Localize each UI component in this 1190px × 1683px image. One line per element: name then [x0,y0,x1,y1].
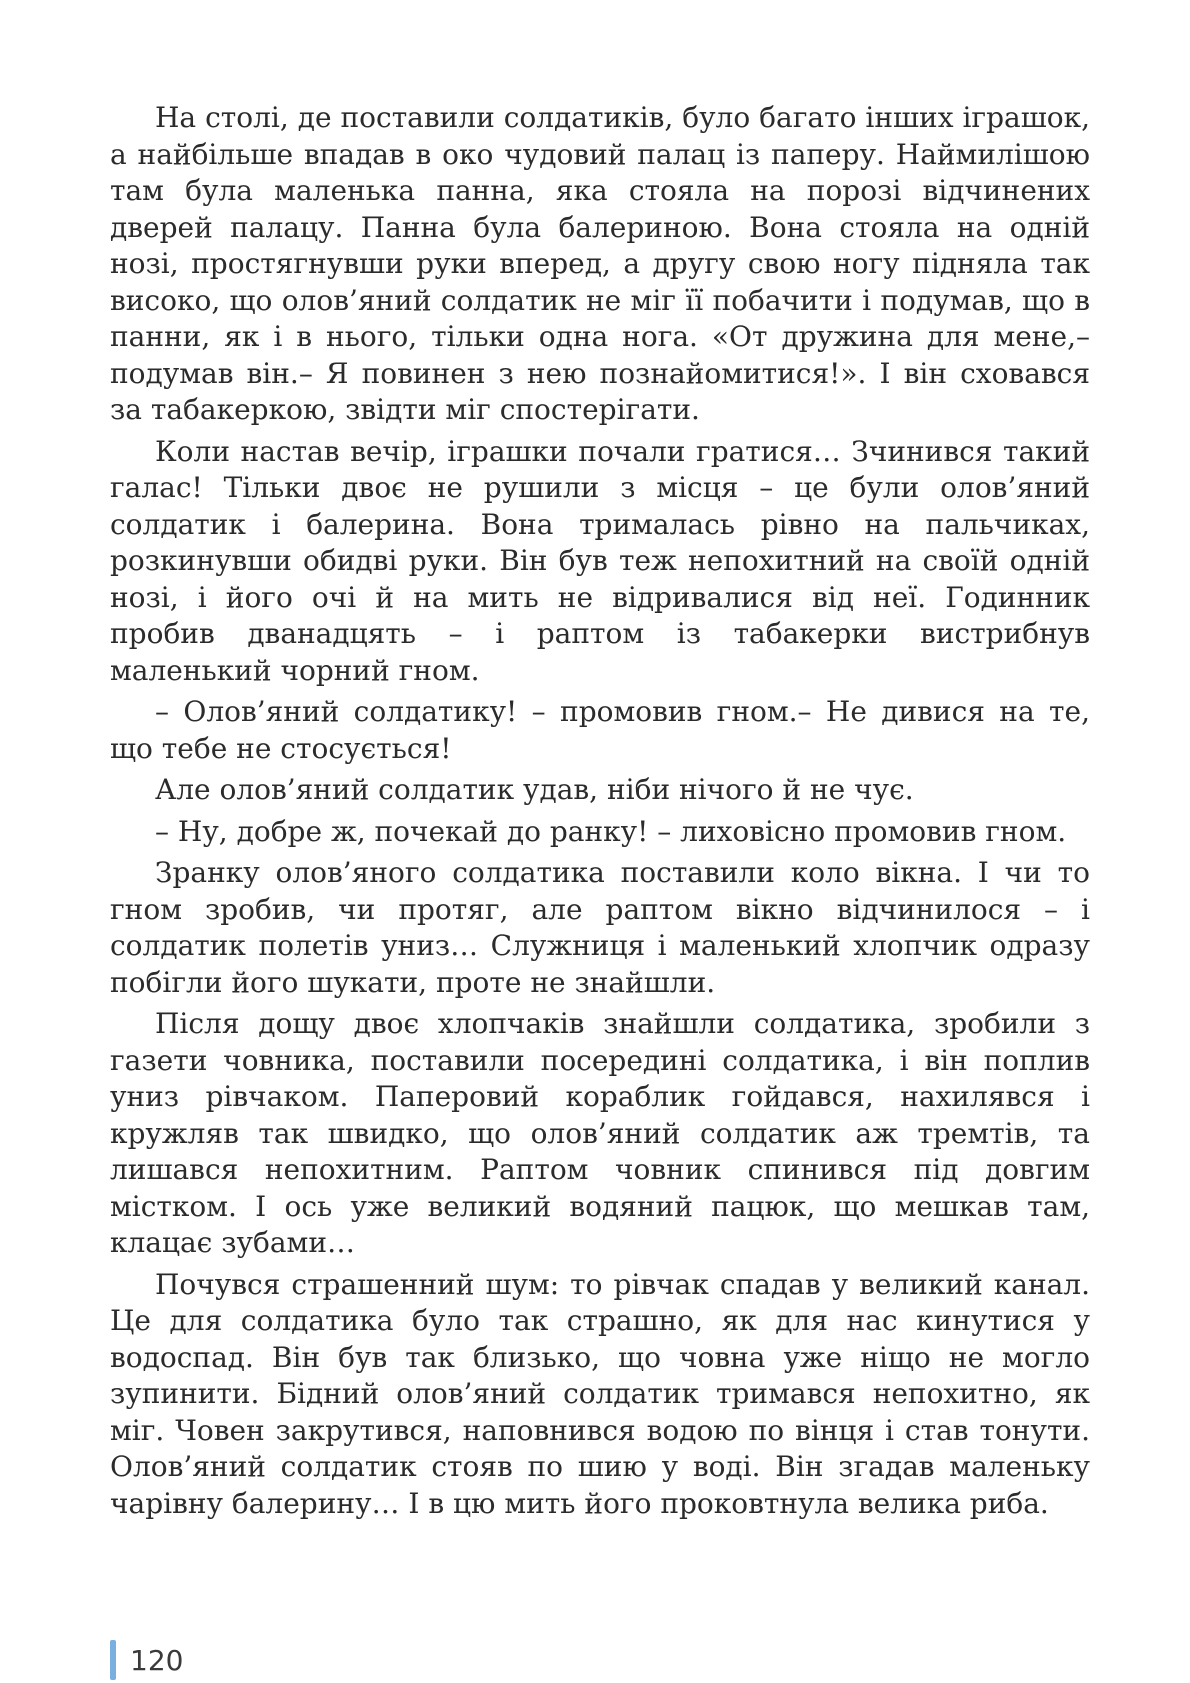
paragraph-7: Після дощу двоє хлопчаків знайшли солдатика, зробили з газети човника, поставили посередині солдатика, і він поплив униз рівчаком. Паперовий кораблик гойдався, нахилявся і кружляв так швидко, що олов’яний солдатик аж тремтів, та лишався непохитним. Раптом човник спинився під довгим містком. І ось уже великий водяний пацюк, що мешкав там, клацає зубами… [110,1007,1090,1259]
page-body [110,100,1090,1527]
paragraph-2: Коли настав вечір, іграшки почали гратися… Зчинився такий галас! Тільки двоє не рушили з місця – це були олов’яний солдатик і балерина. Вона трималась рівно на пальчиках, розкинувши обидві руки. Він був теж непохитний на своїй одній нозі, і його очі й на мить не відривалися від неї. Годинник пробив дванадцять – і раптом із табакерки вистрибнув маленький чорний гном. [110,434,1090,687]
paragraph-1: На столі, де поставили солдатиків, було багато інших іграшок, а найбільше впадав в око чудовий палац із паперу. Наймилішою там була маленька панна, яка стояла на порозі відчинених дверей палацу. Панна була балериною. Вона стояла на одній нозі, простягнувши руки вперед, а другу свою ногу підняла так високо, що олов’яний солдатик не міг її побачити і подумав, що в панни, як і в нього, тільки одна нога. «От дружина для мене,– подумав він.– Я повинен з нею познайомитися!». І він сховався за табакеркою, звідти міг спостерігати. [110,101,1090,426]
footer-accent-bar [110,1640,116,1680]
paragraph-8: Почувся страшенний шум: то рівчак спадав у великий канал. Це для солдатика було так страшно, як для нас кинутися у водоспад. Він був так близько, що човна уже ніщо не могло зупинити. Бідний олов’яний солдатик тримався непохитно, як міг. Човен закрутився, наповнився водою по вінця і став тонути. Олов’яний солдатик стояв по шию у воді. Він згадав маленьку чарівну балерину… І в цю мить його проковтнула велика риба. [110,1267,1090,1520]
paragraph-4: Але олов’яний солдатик удав, ніби нічого й не чує. [155,773,914,806]
page-number: 120 [130,1643,184,1677]
paragraph-5: – Ну, добре ж, почекай до ранку! – лиховісно промовив гном. [155,814,1067,848]
paragraph-6: Зранку олов’яного солдатика поставили коло вікна. І чи то гном зробив, чи протяг, але раптом вікно відчинилося – і солдатик полетів униз… Служниця і маленький хлопчик одразу побігли його шукати, проте не знайшли. [110,856,1090,999]
paragraph-3: – Олов’яний солдатику! – промовив гном.– Не дивися на те, що тебе не стосується! [110,695,1090,765]
page-footer [110,1640,183,1680]
